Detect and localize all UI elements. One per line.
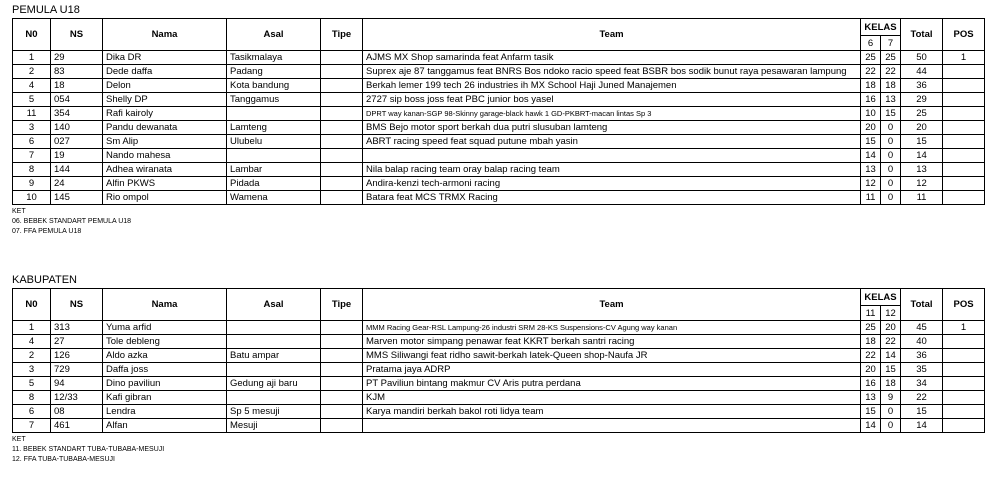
cell-nama: Adhea wiranata: [103, 163, 227, 177]
cell-kelas-1: 13: [861, 391, 881, 405]
col-header-asal: Asal: [227, 289, 321, 321]
cell-kelas-2: 15: [881, 107, 901, 121]
cell-pos: [943, 405, 985, 419]
cell-total: 25: [901, 107, 943, 121]
cell-total: 13: [901, 163, 943, 177]
cell-kelas-1: 11: [861, 191, 881, 205]
col-header-ns: NS: [51, 289, 103, 321]
cell-kelas-1: 12: [861, 177, 881, 191]
cell-team: Berkah lemer 199 tech 26 industries ih MX School Haji Juned Manajemen: [363, 79, 861, 93]
cell-total: 14: [901, 149, 943, 163]
cell-tipe: [321, 177, 363, 191]
cell-team: 2727 sip boss joss feat PBC junior bos yasel: [363, 93, 861, 107]
cell-kelas-2: 0: [881, 405, 901, 419]
cell-pos: [943, 391, 985, 405]
cell-nama: Lendra: [103, 405, 227, 419]
cell-pos: [943, 135, 985, 149]
col-header-kelas-2: 12: [881, 306, 901, 321]
cell-no: 3: [13, 121, 51, 135]
col-header-tipe: Tipe: [321, 19, 363, 51]
table-row: [13, 79, 985, 93]
cell-asal: [227, 363, 321, 377]
cell-team: MMS Siliwangi feat ridho sawit-berkah latek-Queen shop-Naufa JR: [363, 349, 861, 363]
table-body: [13, 321, 985, 433]
cell-team: ABRT racing speed feat squad putune mbah yasin: [363, 135, 861, 149]
cell-no: 11: [13, 107, 51, 121]
cell-pos: [943, 79, 985, 93]
cell-no: 4: [13, 335, 51, 349]
cell-nama: Rio ompol: [103, 191, 227, 205]
table-header-row: [13, 289, 985, 306]
cell-nama: Dika DR: [103, 51, 227, 65]
cell-ns: 354: [51, 107, 103, 121]
cell-ns: 054: [51, 93, 103, 107]
cell-kelas-2: 14: [881, 349, 901, 363]
cell-kelas-2: 9: [881, 391, 901, 405]
cell-kelas-2: 20: [881, 321, 901, 335]
col-header-kelas: KELAS: [861, 289, 901, 306]
cell-tipe: [321, 321, 363, 335]
cell-ns: 12/33: [51, 391, 103, 405]
cell-tipe: [321, 121, 363, 135]
cell-kelas-1: 16: [861, 377, 881, 391]
cell-asal: Lambar: [227, 163, 321, 177]
col-header-no: N0: [13, 19, 51, 51]
cell-kelas-1: 14: [861, 419, 881, 433]
cell-asal: Batu ampar: [227, 349, 321, 363]
cell-total: 15: [901, 405, 943, 419]
cell-asal: Lamteng: [227, 121, 321, 135]
col-header-team: Team: [363, 19, 861, 51]
ket-label: KET: [12, 436, 26, 443]
cell-kelas-1: 20: [861, 363, 881, 377]
cell-asal: Kota bandung: [227, 79, 321, 93]
cell-no: 6: [13, 135, 51, 149]
cell-kelas-2: 22: [881, 65, 901, 79]
cell-total: 35: [901, 363, 943, 377]
cell-ns: 145: [51, 191, 103, 205]
cell-kelas-1: 13: [861, 163, 881, 177]
cell-no: 7: [13, 149, 51, 163]
cell-ns: 83: [51, 65, 103, 79]
cell-total: 15: [901, 135, 943, 149]
col-header-tipe: Tipe: [321, 289, 363, 321]
cell-total: 29: [901, 93, 943, 107]
cell-kelas-2: 15: [881, 363, 901, 377]
cell-total: 11: [901, 191, 943, 205]
cell-no: 8: [13, 163, 51, 177]
cell-team: AJMS MX Shop samarinda feat Anfarm tasik: [363, 51, 861, 65]
cell-team: [363, 149, 861, 163]
table-row: [13, 363, 985, 377]
cell-total: 36: [901, 79, 943, 93]
cell-asal: Gedung aji baru: [227, 377, 321, 391]
cell-pos: [943, 335, 985, 349]
cell-no: 2: [13, 65, 51, 79]
cell-ns: 126: [51, 349, 103, 363]
cell-no: 3: [13, 363, 51, 377]
cell-total: 34: [901, 377, 943, 391]
cell-asal: Tanggamus: [227, 93, 321, 107]
cell-team: Nila balap racing team oray balap racing team: [363, 163, 861, 177]
cell-pos: [943, 363, 985, 377]
col-header-asal: Asal: [227, 19, 321, 51]
cell-kelas-1: 20: [861, 121, 881, 135]
cell-no: 1: [13, 51, 51, 65]
cell-team: Andira-kenzi tech-armoni racing: [363, 177, 861, 191]
cell-kelas-2: 13: [881, 93, 901, 107]
results-table: [12, 288, 985, 433]
col-header-pos: POS: [943, 19, 985, 51]
col-header-kelas-1: 11: [861, 306, 881, 321]
cell-tipe: [321, 79, 363, 93]
cell-team: MMM Racing Gear-RSL Lampung-26 industri SRM 28-KS Suspensions-CV Agung way kanan: [363, 321, 861, 335]
cell-kelas-1: 16: [861, 93, 881, 107]
cell-kelas-2: 0: [881, 191, 901, 205]
cell-total: 40: [901, 335, 943, 349]
cell-asal: Wamena: [227, 191, 321, 205]
cell-nama: Dino paviliun: [103, 377, 227, 391]
cell-tipe: [321, 349, 363, 363]
cell-tipe: [321, 51, 363, 65]
cell-asal: [227, 391, 321, 405]
cell-team: Karya mandiri berkah bakol roti lidya team: [363, 405, 861, 419]
cell-nama: Tole debleng: [103, 335, 227, 349]
cell-asal: [227, 321, 321, 335]
ket-note: 11. BEBEK STANDART TUBA-TUBABA-MESUJI: [12, 446, 165, 453]
cell-tipe: [321, 419, 363, 433]
cell-ns: 19: [51, 149, 103, 163]
cell-tipe: [321, 65, 363, 79]
cell-pos: [943, 419, 985, 433]
cell-team: KJM: [363, 391, 861, 405]
cell-pos: [943, 349, 985, 363]
ket-note: 07. FFA PEMULA U18: [12, 228, 82, 235]
cell-kelas-2: 0: [881, 135, 901, 149]
table-row: [13, 377, 985, 391]
cell-tipe: [321, 135, 363, 149]
table-row: [13, 107, 985, 121]
col-header-kelas: KELAS: [861, 19, 901, 36]
cell-kelas-2: 0: [881, 121, 901, 135]
results-table: [12, 18, 985, 205]
cell-tipe: [321, 335, 363, 349]
cell-kelas-2: 22: [881, 335, 901, 349]
section-kabupaten: [12, 272, 984, 465]
cell-asal: Pidada: [227, 177, 321, 191]
cell-total: 12: [901, 177, 943, 191]
section-title: KABUPATEN: [12, 274, 77, 286]
cell-ns: 313: [51, 321, 103, 335]
cell-team: Batara feat MCS TRMX Racing: [363, 191, 861, 205]
cell-tipe: [321, 107, 363, 121]
cell-kelas-1: 25: [861, 321, 881, 335]
cell-no: 9: [13, 177, 51, 191]
cell-nama: Shelly DP: [103, 93, 227, 107]
table-row: [13, 177, 985, 191]
table-row: [13, 149, 985, 163]
cell-kelas-2: 0: [881, 149, 901, 163]
cell-asal: [227, 107, 321, 121]
cell-team: DPRT way kanan-SGP 98-Skinny garage-black hawk 1 GD-PKBRT-macan lintas Sp 3: [363, 107, 861, 121]
cell-nama: Nando mahesa: [103, 149, 227, 163]
col-header-ns: NS: [51, 19, 103, 51]
cell-total: 20: [901, 121, 943, 135]
table-row: [13, 51, 985, 65]
cell-pos: [943, 93, 985, 107]
col-header-nama: Nama: [103, 289, 227, 321]
col-header-no: N0: [13, 289, 51, 321]
cell-nama: Delon: [103, 79, 227, 93]
cell-tipe: [321, 405, 363, 419]
table-row: [13, 191, 985, 205]
table-row: [13, 405, 985, 419]
cell-team: Marven motor simpang penawar feat KKRT berkah santri racing: [363, 335, 861, 349]
cell-nama: Sm Alip: [103, 135, 227, 149]
cell-no: 10: [13, 191, 51, 205]
cell-team: BMS Bejo motor sport berkah dua putri slusuban lamteng: [363, 121, 861, 135]
ket-notes: [12, 207, 984, 237]
cell-pos: [943, 121, 985, 135]
cell-ns: 027: [51, 135, 103, 149]
ket-note: 12. FFA TUBA-TUBABA-MESUJI: [12, 456, 115, 463]
cell-tipe: [321, 191, 363, 205]
cell-total: 50: [901, 51, 943, 65]
cell-asal: Ulubelu: [227, 135, 321, 149]
col-header-pos: POS: [943, 289, 985, 321]
cell-ns: 08: [51, 405, 103, 419]
table-body: [13, 51, 985, 205]
cell-nama: Daffa joss: [103, 363, 227, 377]
cell-kelas-2: 25: [881, 51, 901, 65]
cell-nama: Kafi gibran: [103, 391, 227, 405]
cell-asal: Sp 5 mesuji: [227, 405, 321, 419]
col-header-total: Total: [901, 19, 943, 51]
cell-no: 5: [13, 93, 51, 107]
section-pemula-u18: [12, 2, 984, 237]
cell-no: 8: [13, 391, 51, 405]
cell-kelas-2: 18: [881, 79, 901, 93]
cell-pos: [943, 177, 985, 191]
ket-note: 06. BEBEK STANDART PEMULA U18: [12, 218, 132, 225]
cell-no: 2: [13, 349, 51, 363]
col-header-nama: Nama: [103, 19, 227, 51]
cell-ns: 729: [51, 363, 103, 377]
cell-no: 1: [13, 321, 51, 335]
cell-kelas-2: 18: [881, 377, 901, 391]
section-title: PEMULA U18: [12, 4, 80, 16]
cell-ns: 27: [51, 335, 103, 349]
cell-nama: Dede daffa: [103, 65, 227, 79]
cell-pos: [943, 163, 985, 177]
cell-kelas-2: 0: [881, 177, 901, 191]
cell-pos: [943, 149, 985, 163]
cell-pos: 1: [943, 321, 985, 335]
cell-total: 45: [901, 321, 943, 335]
cell-kelas-1: 14: [861, 149, 881, 163]
cell-kelas-1: 15: [861, 405, 881, 419]
ket-notes: [12, 435, 984, 465]
col-header-kelas-2: 7: [881, 36, 901, 51]
cell-tipe: [321, 363, 363, 377]
cell-kelas-2: 0: [881, 419, 901, 433]
cell-no: 4: [13, 79, 51, 93]
cell-pos: [943, 65, 985, 79]
cell-ns: 94: [51, 377, 103, 391]
cell-kelas-1: 15: [861, 135, 881, 149]
cell-ns: 24: [51, 177, 103, 191]
cell-kelas-2: 0: [881, 163, 901, 177]
cell-team: PT Paviliun bintang makmur CV Aris putra perdana: [363, 377, 861, 391]
cell-tipe: [321, 163, 363, 177]
table-row: [13, 163, 985, 177]
cell-no: 6: [13, 405, 51, 419]
table-row: [13, 349, 985, 363]
table-row: [13, 335, 985, 349]
table-row: [13, 321, 985, 335]
cell-pos: [943, 107, 985, 121]
cell-kelas-1: 10: [861, 107, 881, 121]
table-row: [13, 391, 985, 405]
cell-total: 14: [901, 419, 943, 433]
cell-ns: 29: [51, 51, 103, 65]
cell-team: Pratama jaya ADRP: [363, 363, 861, 377]
cell-pos: 1: [943, 51, 985, 65]
cell-asal: Mesuji: [227, 419, 321, 433]
cell-nama: Rafi kairoly: [103, 107, 227, 121]
table-row: [13, 135, 985, 149]
cell-tipe: [321, 149, 363, 163]
cell-asal: Padang: [227, 65, 321, 79]
col-header-total: Total: [901, 289, 943, 321]
cell-kelas-1: 18: [861, 335, 881, 349]
cell-total: 22: [901, 391, 943, 405]
cell-ns: 461: [51, 419, 103, 433]
table-row: [13, 121, 985, 135]
cell-kelas-1: 18: [861, 79, 881, 93]
cell-asal: Tasikmalaya: [227, 51, 321, 65]
cell-nama: Yuma arfid: [103, 321, 227, 335]
cell-team: Suprex aje 87 tanggamus feat BNRS Bos ndoko racio speed feat BSBR bos sodik bunut raya pesawaran lampung: [363, 65, 861, 79]
cell-kelas-1: 22: [861, 65, 881, 79]
cell-tipe: [321, 93, 363, 107]
cell-pos: [943, 377, 985, 391]
cell-ns: 18: [51, 79, 103, 93]
cell-tipe: [321, 391, 363, 405]
cell-nama: Pandu dewanata: [103, 121, 227, 135]
cell-no: 7: [13, 419, 51, 433]
cell-kelas-1: 25: [861, 51, 881, 65]
cell-asal: [227, 149, 321, 163]
table-row: [13, 419, 985, 433]
cell-team: [363, 419, 861, 433]
ket-label: KET: [12, 208, 26, 215]
cell-kelas-1: 22: [861, 349, 881, 363]
cell-tipe: [321, 377, 363, 391]
cell-asal: [227, 335, 321, 349]
cell-ns: 144: [51, 163, 103, 177]
cell-ns: 140: [51, 121, 103, 135]
cell-nama: Alfin PKWS: [103, 177, 227, 191]
cell-pos: [943, 191, 985, 205]
cell-total: 44: [901, 65, 943, 79]
cell-total: 36: [901, 349, 943, 363]
col-header-team: Team: [363, 289, 861, 321]
cell-no: 5: [13, 377, 51, 391]
cell-nama: Aldo azka: [103, 349, 227, 363]
table-row: [13, 65, 985, 79]
cell-nama: Alfan: [103, 419, 227, 433]
col-header-kelas-1: 6: [861, 36, 881, 51]
table-header-row: [13, 19, 985, 36]
table-row: [13, 93, 985, 107]
